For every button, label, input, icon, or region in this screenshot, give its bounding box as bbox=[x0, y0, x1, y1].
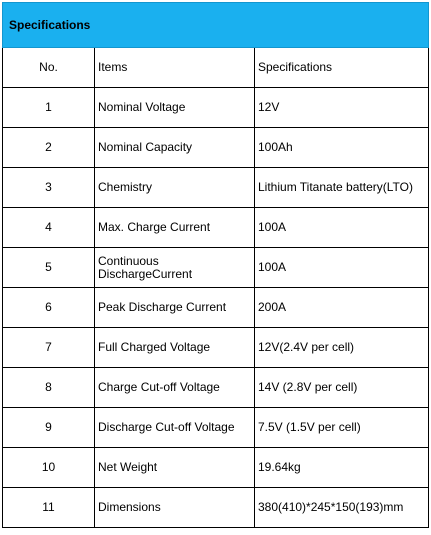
table-row bbox=[3, 168, 429, 208]
row-item: Charge Cut-off Voltage bbox=[95, 368, 255, 408]
row-number: 2 bbox=[3, 128, 95, 168]
row-spec: 7.5V (1.5V per cell) bbox=[255, 408, 429, 448]
table-row bbox=[3, 448, 429, 488]
row-item: Nominal Capacity bbox=[95, 128, 255, 168]
row-item: Peak Discharge Current bbox=[95, 288, 255, 328]
row-item: Nominal Voltage bbox=[95, 88, 255, 128]
row-item: Net Weight bbox=[95, 448, 255, 488]
table-row bbox=[3, 368, 429, 408]
row-number: 7 bbox=[3, 328, 95, 368]
table-row bbox=[3, 488, 429, 528]
row-spec: 14V (2.8V per cell) bbox=[255, 368, 429, 408]
row-spec: 100Ah bbox=[255, 128, 429, 168]
table-row bbox=[3, 408, 429, 448]
header-no: No. bbox=[3, 48, 95, 88]
row-spec: 100A bbox=[255, 248, 429, 288]
row-number: 5 bbox=[3, 248, 95, 288]
row-item: Dimensions bbox=[95, 488, 255, 528]
table-row bbox=[3, 328, 429, 368]
row-spec: 100A bbox=[255, 208, 429, 248]
row-number: 1 bbox=[3, 88, 95, 128]
row-number: 10 bbox=[3, 448, 95, 488]
row-number: 9 bbox=[3, 408, 95, 448]
table-row bbox=[3, 88, 429, 128]
row-number: 3 bbox=[3, 168, 95, 208]
row-spec: 12V bbox=[255, 88, 429, 128]
table-row bbox=[3, 288, 429, 328]
row-item: Full Charged Voltage bbox=[95, 328, 255, 368]
row-item: Max. Charge Current bbox=[95, 208, 255, 248]
row-number: 6 bbox=[3, 288, 95, 328]
row-spec: 200A bbox=[255, 288, 429, 328]
table-row bbox=[3, 208, 429, 248]
title-row bbox=[3, 3, 429, 48]
row-item: Chemistry bbox=[95, 168, 255, 208]
table-row bbox=[3, 128, 429, 168]
header-specifications: Specifications bbox=[255, 48, 429, 88]
header-row bbox=[3, 48, 429, 88]
row-number: 11 bbox=[3, 488, 95, 528]
header-items: Items bbox=[95, 48, 255, 88]
row-number: 8 bbox=[3, 368, 95, 408]
row-item: Continuous DischargeCurrent bbox=[95, 248, 255, 288]
specifications-table bbox=[2, 2, 429, 528]
table-row bbox=[3, 248, 429, 288]
row-number: 4 bbox=[3, 208, 95, 248]
table-title: Specifications bbox=[3, 3, 429, 48]
row-spec: Lithium Titanate battery(LTO) bbox=[255, 168, 429, 208]
row-spec: 380(410)*245*150(193)mm bbox=[255, 488, 429, 528]
row-spec: 12V(2.4V per cell) bbox=[255, 328, 429, 368]
row-item: Discharge Cut-off Voltage bbox=[95, 408, 255, 448]
row-spec: 19.64kg bbox=[255, 448, 429, 488]
